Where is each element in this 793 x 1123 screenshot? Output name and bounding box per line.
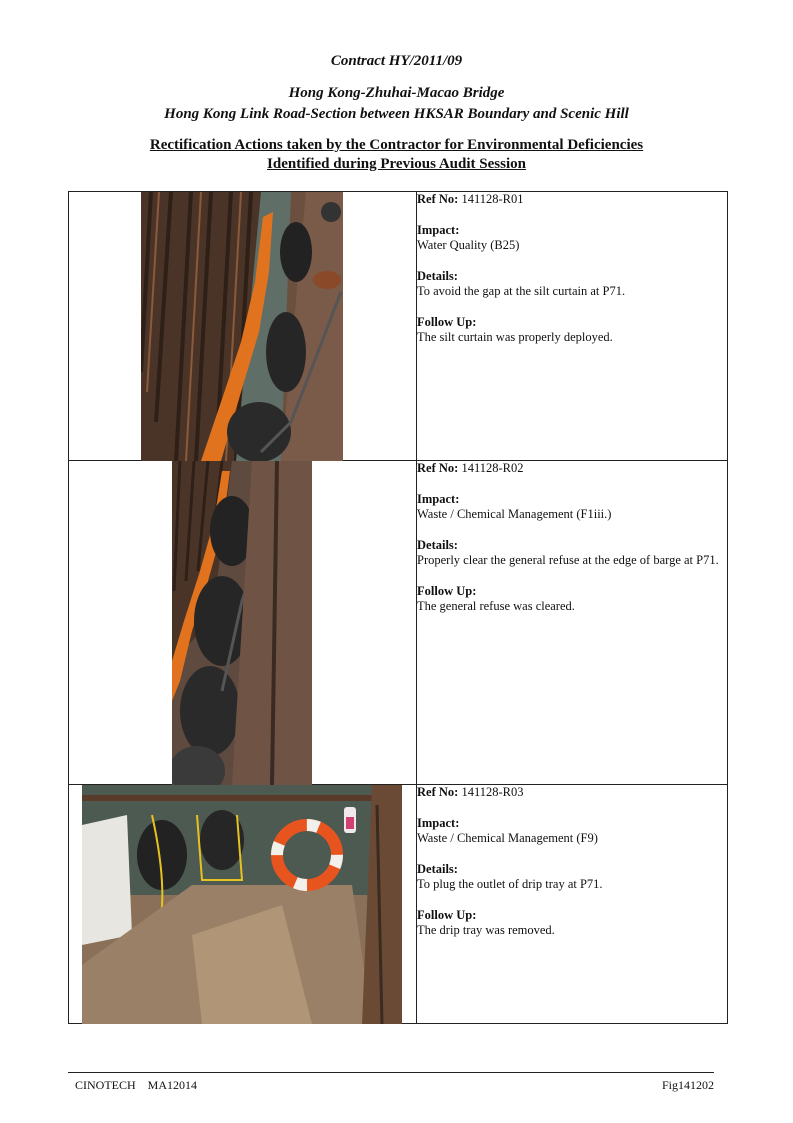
impact-value: Waste / Chemical Management (F1iii.): [417, 507, 612, 521]
details-value: To avoid the gap at the silt curtain at P71.: [417, 284, 626, 298]
table-row: [69, 461, 728, 785]
ref-no: Ref No: 141128-R01: [417, 192, 524, 206]
entry-details: [417, 192, 728, 461]
drip-tray-photo: [82, 785, 402, 1024]
footer-company-ref: CINOTECH MA12014: [75, 1078, 197, 1092]
table-row: [69, 785, 728, 1024]
project-title-line2: Hong Kong Link Road-Section between HKSAR Boundary and Scenic Hill: [164, 106, 629, 122]
silt-curtain-photo: [141, 192, 343, 461]
photo-cell: [69, 192, 417, 461]
ref-no: Ref No: 141128-R03: [417, 785, 524, 799]
details-label: Details:: [417, 538, 458, 552]
barge-edge-photo: [172, 461, 312, 785]
footer-figure-number: Fig141202: [661, 1078, 714, 1092]
follow-up-value: The general refuse was cleared.: [417, 599, 575, 613]
document-title-line1: Rectification Actions taken by the Contractor for Environmental Deficiencies: [149, 137, 644, 153]
impact-label: Impact:: [417, 223, 460, 237]
rectification-table: [68, 191, 728, 1024]
follow-up-label: Follow Up:: [417, 315, 477, 329]
photo-cell: [69, 461, 417, 785]
details-label: Details:: [417, 269, 458, 283]
impact-value: Water Quality (B25): [417, 238, 520, 252]
project-title-line1: Hong Kong-Zhuhai-Macao Bridge: [288, 85, 505, 101]
details-value: Properly clear the general refuse at the edge of barge at P71.: [417, 553, 719, 567]
follow-up-label: Follow Up:: [417, 584, 477, 598]
follow-up-value: The silt curtain was properly deployed.: [417, 330, 613, 344]
details-value: To plug the outlet of drip tray at P71.: [417, 877, 603, 891]
footer-divider: [68, 1072, 714, 1073]
entry-details: [417, 461, 728, 785]
follow-up-value: The drip tray was removed.: [417, 923, 555, 937]
impact-label: Impact:: [417, 492, 460, 506]
photo-cell: [69, 785, 417, 1024]
ref-no: Ref No: 141128-R02: [417, 461, 524, 475]
table-row: [69, 192, 728, 461]
impact-value: Waste / Chemical Management (F9): [417, 831, 598, 845]
document-title-line2: Identified during Previous Audit Session: [267, 156, 526, 172]
impact-label: Impact:: [417, 816, 460, 830]
entry-details: [417, 785, 728, 1024]
details-label: Details:: [417, 862, 458, 876]
follow-up-label: Follow Up:: [417, 908, 477, 922]
contract-number: Contract HY/2011/09: [330, 53, 463, 69]
